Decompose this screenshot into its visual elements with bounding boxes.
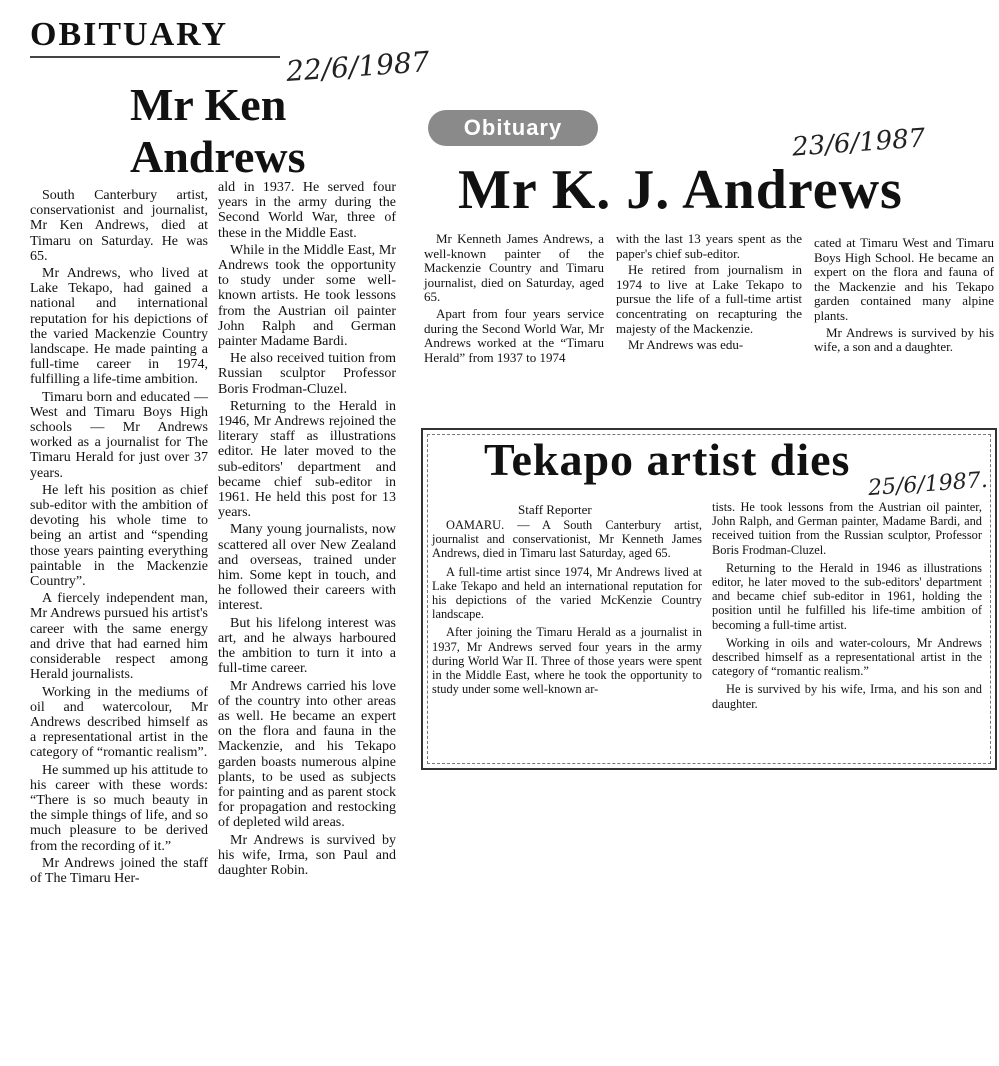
paragraph: Timaru born and educated — West and Timaru Boys High schools — Mr Andrews worked as a journalist for The Timaru Herald for just over 37 years. xyxy=(30,389,208,481)
paragraph: Working in oils and water-colours, Mr Andrews described himself as a representational artist in the category of “romantic realism.” xyxy=(712,635,982,679)
paragraph: cated at Timaru West and Timaru Boys High School. He became an expert on the flora and fauna of the Mackenzie and his Tekapo garden contained many alpine plants. xyxy=(814,235,994,323)
paragraph: Mr Kenneth James Andrews, a well-known painter of the Mackenzie Country and Timaru journalist, died on Saturday, aged 65. xyxy=(424,231,604,305)
paragraph: After joining the Timaru Herald as a journalist in 1937, Mr Andrews served four years in the army during World War II. Three of those years were spent in the Middle East, where he took the opportunity to study under some well-known ar- xyxy=(432,625,702,697)
handwritten-date-3: 25/6/1987. xyxy=(867,467,989,502)
handwritten-date-2: 23/6/1987 xyxy=(791,123,927,163)
paragraph: Many young journalists, now scattered all over New Zealand and overseas, trained under him. Some kept in touch, and he followed their careers with interest. xyxy=(218,522,396,614)
paragraph: Mr Andrews was edu- xyxy=(628,337,744,353)
paragraph: Returning to the Herald in 1946, Mr Andrews rejoined the literary staff as illustrations editor. He later moved to the sub-editors' department and became chief sub-editor in 1961. He held this post for 13 years. xyxy=(218,398,396,521)
paragraph: with the last 13 years spent as the paper's chief sub-editor. xyxy=(616,231,802,261)
clip2-column-3 xyxy=(814,236,994,357)
paragraph: A full-time artist since 1974, Mr Andrews lived at Lake Tekapo and held an international reputation for his depictions of the varied McKenzie Country landscape. xyxy=(432,564,702,622)
handwritten-date-1: 22/6/1987 xyxy=(285,45,431,88)
paragraph: He also received tuition from Russian sculptor Professor Boris Frodman-Cluzel. xyxy=(218,351,396,397)
clip2-headline: Mr K. J. Andrews xyxy=(458,159,903,221)
paragraph: He is survived by his wife, Irma, and his son and daughter. xyxy=(712,682,982,711)
paragraph: A fiercely independent man, Mr Andrews pursued his artist's career with the same energy and drive that had earned him considerable respect among Herald journalists. xyxy=(30,591,208,683)
obituary-badge: Obituary xyxy=(428,110,598,146)
obituary-label: OBITUARY xyxy=(30,16,229,53)
paragraph: But his lifelong interest was art, and he always harboured the ambition to turn it into a full-time career. xyxy=(218,615,396,677)
clip1-column-1 xyxy=(30,188,208,888)
paragraph: He summed up his attitude to his career with these words: “There is so much beauty in the simple things of life, and so much pleasure to be derived from the recording of it.” xyxy=(30,762,208,854)
paragraph: Apart from four years service during the Second World War, Mr Andrews worked at the “Timaru Herald” from 1937 to 1974 xyxy=(424,305,604,365)
paragraph: Mr Andrews carried his love of the country into other areas as well. He became an expert on the flora and fauna in the Mackenzie, and his Tekapo garden boasts numerous alpine plants, to be used as subjects for painting and as parent stock for propagation and restocking of depleted wild areas. xyxy=(218,678,396,831)
label-underline xyxy=(30,56,280,58)
paragraph: Mr Andrews joined the staff of The Timaru Her- xyxy=(30,855,208,886)
byline: Staff Reporter xyxy=(518,502,592,517)
paragraph: Mr Andrews, who lived at Lake Tekapo, had gained a national and international reputation for his depictions of the varied Mackenzie Country landscape. He made painting a full-time career in 1974, fulfilling a life-time ambition. xyxy=(30,266,208,388)
paragraph: Returning to the Herald in 1946 as illustrations editor, he later moved to the sub-editors' department and became chief sub-editor in 1961, holding the position until he fulfilled his life-time ambition of becoming a full-time artist. xyxy=(712,560,982,632)
clip3-column-1 xyxy=(432,518,702,700)
paragraph: Working in the mediums of oil and watercolour, Mr Andrews described himself as a representational artist in the category of “romantic realism”. xyxy=(30,684,208,761)
clip2-column-2 xyxy=(616,232,802,355)
clip2-column-1 xyxy=(424,232,604,367)
paragraph: ald in 1937. He served four years in the army during the Second World War, three of these in the Middle East. xyxy=(218,180,396,241)
clip1-column-2 xyxy=(218,180,396,880)
paragraph: Mr Andrews is survived by his wife, Irma, son Paul and daughter Robin. xyxy=(218,832,396,878)
paragraph: tists. He took lessons from the Austrian oil painter, John Ralph, and German painter, Madame Bardi, and received tuition from the Russian sculptor, Professor Boris Frodman-Cluzel. xyxy=(712,500,982,557)
paragraph: South Canterbury artist, conservationist and journalist, Mr Ken Andrews, died at Timaru on Saturday. He was 65. xyxy=(30,188,208,264)
clip3-headline: Tekapo artist dies xyxy=(484,434,851,485)
paragraph: He left his position as chief sub-editor with the ambition of devoting his whole time to being an artist and “spending those years painting everything paintable in the Mackenzie Country”. xyxy=(30,482,208,590)
headline-line-2: Andrews xyxy=(130,131,306,182)
clip3-column-2 xyxy=(712,500,982,715)
paragraph: He retired from journalism in 1974 to live at Lake Tekapo to pursue the life of a full-time artist concentrating on recapturing the majesty of the Mackenzie. xyxy=(616,262,802,336)
paragraph: OAMARU. — A South Canterbury artist, journalist and conservationist, Mr Kenneth James Andrews, died in Timaru last Saturday, aged 65. xyxy=(432,518,702,561)
headline-line-1: Mr Ken xyxy=(130,79,287,130)
paragraph: Mr Andrews is survived by his wife, a son and a daughter. xyxy=(814,324,994,355)
paragraph: While in the Middle East, Mr Andrews took the opportunity to study under some well-known artists. He took lessons from the Austrian oil painter John Ralph and German painter Madame Bardi. xyxy=(218,242,396,350)
